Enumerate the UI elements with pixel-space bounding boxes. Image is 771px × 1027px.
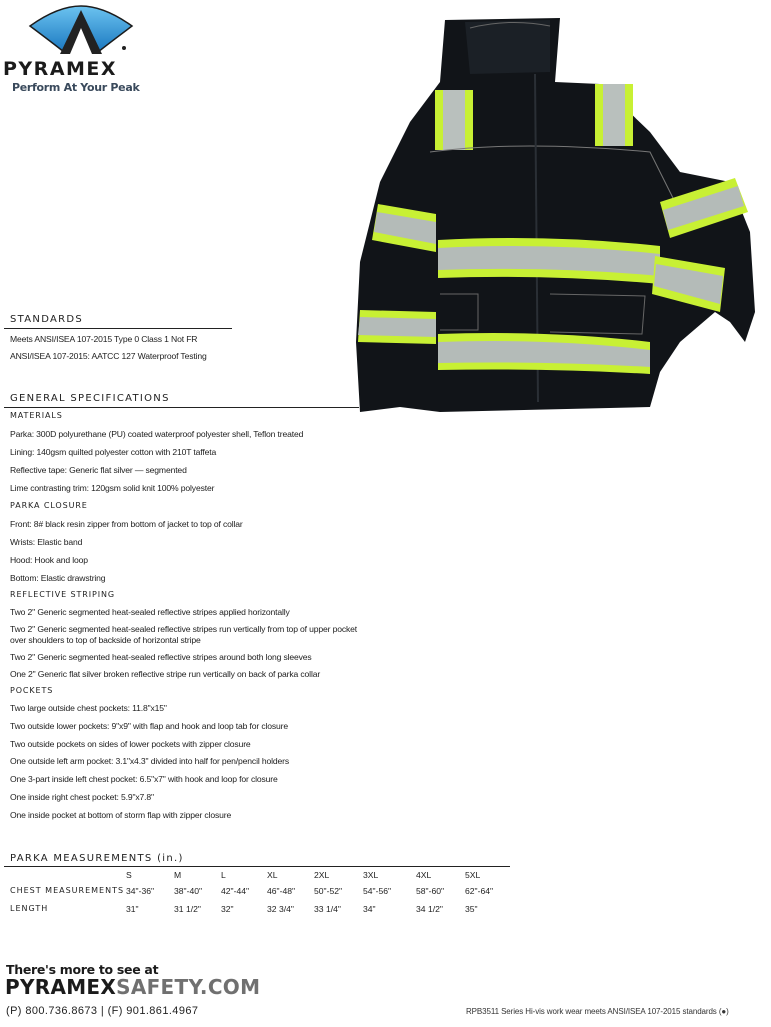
spec-item: Wrists: Elastic band bbox=[10, 537, 83, 547]
standards-item: ANSI/ISEA 107-2015: AATCC 127 Waterproof Testing bbox=[10, 351, 207, 361]
closure-heading: PARKA CLOSURE bbox=[10, 501, 88, 510]
jacket-image bbox=[350, 12, 760, 417]
size-header: XL bbox=[267, 870, 278, 880]
size-header: 5XL bbox=[465, 870, 481, 880]
website-part-1: PYRAMEX bbox=[5, 975, 117, 999]
spec-item: Hood: Hook and loop bbox=[10, 555, 88, 565]
table-cell: 33 1/4" bbox=[314, 904, 341, 914]
standards-title: STANDARDS bbox=[10, 314, 84, 325]
brand-name: PYRAMEX bbox=[3, 58, 118, 80]
table-cell: 54"-56" bbox=[363, 886, 392, 896]
row-label: CHEST MEASUREMENTS bbox=[10, 886, 125, 895]
spec-item: Two large outside chest pockets: 11.8"x15" bbox=[10, 703, 167, 713]
spec-item: Two 2" Generic segmented heat-sealed reflective stripes around both long sleeves bbox=[10, 652, 312, 662]
table-cell: 34"-36" bbox=[126, 886, 155, 896]
pyramex-peak-icon bbox=[28, 4, 134, 58]
spec-item: Front: 8# black resin zipper from bottom of jacket to top of collar bbox=[10, 519, 243, 529]
pockets-heading: POCKETS bbox=[10, 686, 54, 695]
table-cell: 34" bbox=[363, 904, 376, 914]
materials-heading: MATERIALS bbox=[10, 411, 63, 420]
table-row bbox=[0, 886, 520, 900]
table-cell: 32" bbox=[221, 904, 234, 914]
table-cell: 31" bbox=[126, 904, 139, 914]
spec-item: Two outside pockets on sides of lower pockets with zipper closure bbox=[10, 739, 251, 749]
spec-item: Lining: 140gsm quilted polyester cotton with 210T taffeta bbox=[10, 447, 217, 457]
table-cell: 34 1/2" bbox=[416, 904, 443, 914]
spec-item: Lime contrasting trim: 120gsm solid knit 100% polyester bbox=[10, 483, 215, 493]
spec-item: Reflective tape: Generic flat silver — segmented bbox=[10, 465, 187, 475]
size-header: M bbox=[174, 870, 182, 880]
table-cell: 62"-64" bbox=[465, 886, 494, 896]
brand-tagline: Perform At Your Peak bbox=[12, 81, 140, 94]
table-cell: 38"-40" bbox=[174, 886, 203, 896]
contact-phone: (P) 800.736.8673 | (F) 901.861.4967 bbox=[6, 1005, 199, 1017]
spec-item: Two 2" Generic segmented heat-sealed reflective stripes applied horizontally bbox=[10, 607, 290, 617]
size-header: 4XL bbox=[416, 870, 432, 880]
divider bbox=[4, 328, 232, 329]
spec-item: Bottom: Elastic drawstring bbox=[10, 573, 106, 583]
table-row bbox=[0, 904, 520, 918]
spec-item: Parka: 300D polyurethane (PU) coated waterproof polyester shell, Teflon treated bbox=[10, 429, 304, 439]
size-header-row bbox=[0, 870, 520, 884]
measurements-title: PARKA MEASUREMENTS (in.) bbox=[10, 853, 184, 864]
spec-item: One 3-part inside left chest pocket: 6.5"x7" with hook and loop for closure bbox=[10, 774, 278, 784]
size-header: 2XL bbox=[314, 870, 330, 880]
spec-item: One 2" Generic flat silver broken reflective stripe run vertically on back of parka collar bbox=[10, 669, 321, 679]
divider bbox=[4, 407, 359, 408]
website-part-2: SAFETY.COM bbox=[116, 975, 261, 999]
spec-item: One inside pocket at bottom of storm flap with zipper closure bbox=[10, 810, 232, 820]
spec-item: One inside right chest pocket: 5.9"x7.8" bbox=[10, 792, 154, 802]
table-cell: 42"-44" bbox=[221, 886, 250, 896]
striping-heading: REFLECTIVE STRIPING bbox=[10, 590, 115, 599]
row-label: LENGTH bbox=[10, 904, 49, 913]
general-specs-title: GENERAL SPECIFICATIONS bbox=[10, 393, 170, 404]
table-cell: 35" bbox=[465, 904, 478, 914]
table-cell: 46"-48" bbox=[267, 886, 296, 896]
footer-note: RPB3511 Series Hi-vis work wear meets ANSI/ISEA 107-2015 standards (●) bbox=[466, 1007, 729, 1016]
pyramex-logo bbox=[0, 0, 160, 100]
spec-item: Two outside lower pockets: 9"x9" with flap and hook and loop tab for closure bbox=[10, 721, 288, 731]
footer-promo: There's more to see at bbox=[6, 962, 159, 977]
table-cell: 31 1/2" bbox=[174, 904, 201, 914]
size-header: L bbox=[221, 870, 226, 880]
size-header: 3XL bbox=[363, 870, 379, 880]
size-header: S bbox=[126, 870, 132, 880]
table-cell: 32 3/4" bbox=[267, 904, 294, 914]
spec-item: Two 2" Generic segmented heat-sealed reflective stripes run vertically from top of upper pocket over shoulders to top of backside of horizontal stripe bbox=[10, 624, 358, 645]
standards-item: Meets ANSI/ISEA 107-2015 Type 0 Class 1 Not FR bbox=[10, 334, 198, 344]
website-link[interactable] bbox=[5, 975, 260, 999]
spec-item: One outside left arm pocket: 3.1"x4.3" divided into half for pen/pencil holders bbox=[10, 756, 289, 766]
divider bbox=[4, 866, 510, 867]
table-cell: 50"-52" bbox=[314, 886, 343, 896]
table-cell: 58"-60" bbox=[416, 886, 445, 896]
